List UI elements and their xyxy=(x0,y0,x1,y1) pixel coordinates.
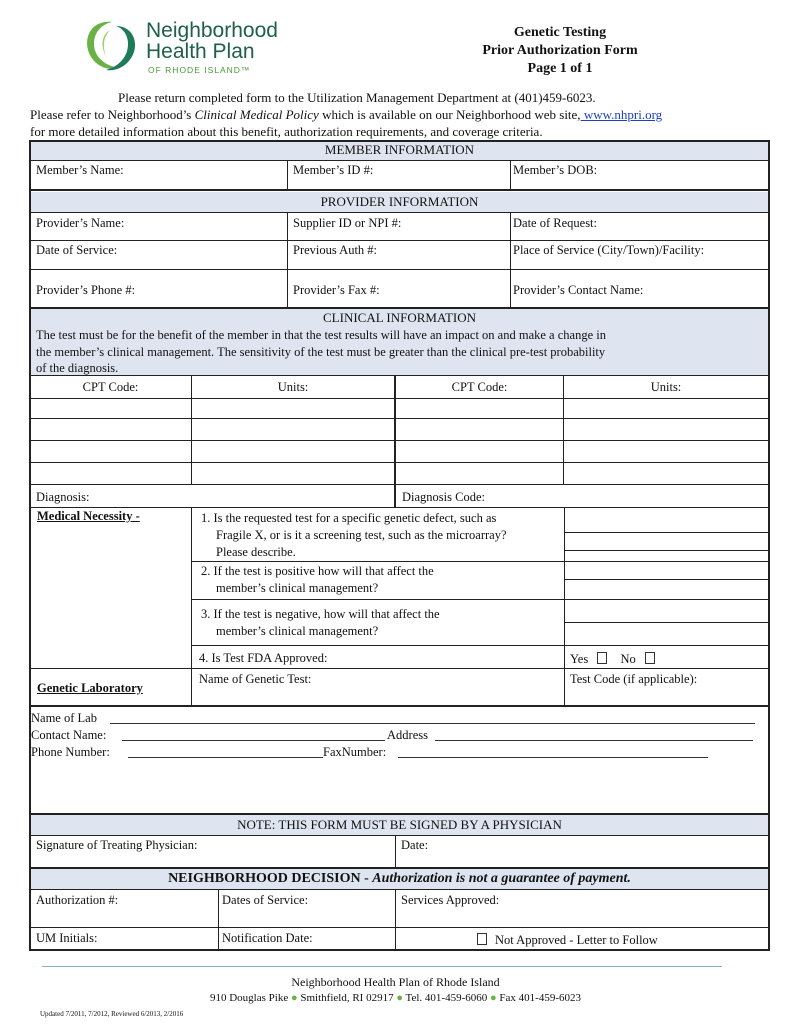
rule xyxy=(287,160,288,189)
cpt-code-header-1: CPT Code: xyxy=(82,380,139,394)
signature-date-label: Date: xyxy=(401,838,429,852)
bullet-icon: ● xyxy=(396,992,403,1004)
rule xyxy=(395,889,396,949)
lab-fax-line xyxy=(398,757,708,758)
rule xyxy=(192,599,769,600)
footer-tel: Tel. 401-459-6060 xyxy=(405,992,488,1004)
lab-address-label: Address xyxy=(387,728,428,742)
rule xyxy=(29,418,770,419)
not-approved-option[interactable] xyxy=(477,933,658,948)
rule xyxy=(29,160,770,161)
clinical-text-line1: The test must be for the benefit of the member in that the test results will have an impact on and make a change in xyxy=(36,328,606,342)
policy-name: Clinical Medical Policy xyxy=(194,107,319,122)
provider-phone-label: Provider’s Phone #: xyxy=(36,283,136,297)
question-3-line1: 3. If the test is negative, how will that affect the xyxy=(201,607,440,621)
rule xyxy=(29,484,770,485)
question-4: 4. Is Test FDA Approved: xyxy=(199,651,328,665)
clinical-header: CLINICAL INFORMATION xyxy=(323,310,476,325)
rule xyxy=(29,889,770,890)
rule xyxy=(29,212,770,213)
instructions-line1: Please return completed form to the Utilization Management Department at (401)459-6023. xyxy=(118,90,596,105)
question-3-line2: member’s clinical management? xyxy=(216,624,379,638)
rule xyxy=(29,375,770,376)
rule xyxy=(29,462,770,463)
lab-name-label: Name of Lab xyxy=(31,711,97,725)
instructions-line2-b: which is available on our Neighborhood web site, xyxy=(318,107,581,122)
footer-city: Smithfield, RI 02917 xyxy=(300,992,394,1004)
genetic-laboratory-label: Genetic Laboratory xyxy=(37,681,143,695)
physician-signature-label: Signature of Treating Physician: xyxy=(36,838,198,852)
lab-name-line xyxy=(110,723,755,724)
footer-fax: Fax 401-459-6023 xyxy=(499,992,581,1004)
rule xyxy=(564,507,565,705)
date-of-service-label: Date of Service: xyxy=(36,243,118,257)
rule xyxy=(29,867,770,869)
diagnosis-code-label: Diagnosis Code: xyxy=(402,490,485,504)
rule xyxy=(29,927,770,928)
rule xyxy=(510,212,511,307)
lab-contact-line xyxy=(122,740,385,741)
place-of-service-label: Place of Service (City/Town)/Facility: xyxy=(513,243,705,257)
signature-header: NOTE: THIS FORM MUST BE SIGNED BY A PHYSICIAN xyxy=(237,817,562,832)
supplier-id-label: Supplier ID or NPI #: xyxy=(293,216,402,230)
question-2-line1: 2. If the test is positive how will that affect the xyxy=(201,564,434,578)
logo-name-line1: Neighborhood xyxy=(146,19,278,42)
rule xyxy=(29,307,770,309)
lab-contact-label: Contact Name: xyxy=(31,728,107,742)
rule xyxy=(564,622,769,623)
rule xyxy=(192,561,769,562)
services-approved-label: Services Approved: xyxy=(401,893,500,907)
decision-disclaimer: Authorization is not a guarantee of payment. xyxy=(372,871,631,886)
not-approved-checkbox[interactable] xyxy=(477,933,487,945)
not-approved-label: Not Approved - Letter to Follow xyxy=(495,933,658,947)
rule xyxy=(218,889,219,949)
fda-no-label: No xyxy=(620,652,636,666)
rule xyxy=(29,835,770,836)
um-initials-label: UM Initials: xyxy=(36,931,98,945)
rule xyxy=(29,269,770,270)
provider-header: PROVIDER INFORMATION xyxy=(320,194,479,209)
lab-fax-label: FaxNumber: xyxy=(323,745,387,759)
rule xyxy=(191,507,192,705)
instructions-line2-a: Please refer to Neighborhood’s xyxy=(30,107,195,122)
rule xyxy=(29,705,770,707)
decision-header xyxy=(30,870,769,887)
date-of-request-label: Date of Request: xyxy=(513,216,598,230)
lab-phone-label: Phone Number: xyxy=(31,745,110,759)
footer-updated: Updated 7/2011, 7/2012, Reviewed 6/2013, 2/2016 xyxy=(40,1010,184,1018)
rule xyxy=(29,240,770,241)
provider-fax-label: Provider’s Fax #: xyxy=(293,283,380,297)
bullet-icon: ● xyxy=(490,992,497,1004)
cpt-code-header-2: CPT Code: xyxy=(451,380,508,394)
fda-yes-label: Yes xyxy=(570,652,589,666)
member-dob-label: Member’s DOB: xyxy=(513,163,598,177)
decision-dates-of-service-label: Dates of Service: xyxy=(222,893,309,907)
fda-yes-option[interactable] xyxy=(570,652,655,667)
footer-address xyxy=(0,991,791,1006)
provider-contact-label: Provider’s Contact Name: xyxy=(513,283,644,297)
fda-yes-checkbox[interactable] xyxy=(597,652,607,664)
lab-phone-line xyxy=(128,757,323,758)
logo-name-line2: Health Plan xyxy=(146,40,255,63)
footer-org: Neighborhood Health Plan of Rhode Island xyxy=(291,975,500,989)
member-header: MEMBER INFORMATION xyxy=(324,142,475,157)
rule xyxy=(29,949,770,951)
instructions-line2 xyxy=(30,107,662,122)
rule xyxy=(29,668,770,669)
units-header-2: Units: xyxy=(650,380,682,394)
rule xyxy=(29,440,770,441)
decision-header-text: NEIGHBORHOOD DECISION - xyxy=(168,871,373,886)
rule xyxy=(564,550,769,551)
rule xyxy=(395,835,396,867)
units-header-1: Units: xyxy=(277,380,309,394)
rule xyxy=(29,813,770,815)
logo xyxy=(82,14,297,82)
lab-address-line xyxy=(435,740,753,741)
fda-no-checkbox[interactable] xyxy=(645,652,655,664)
website-link[interactable]: www.nhpri.org xyxy=(580,107,663,122)
rule xyxy=(29,398,770,399)
footer-rule xyxy=(42,966,722,967)
clinical-text-line2: the member’s clinical management. The sensitivity of the test must be greater than the clinical pre-test probability xyxy=(36,345,606,359)
logo-subtitle: OF RHODE ISLAND™ xyxy=(148,65,251,75)
question-2-line2: member’s clinical management? xyxy=(216,581,379,595)
question-1-line2: Fragile X, or is it a screening test, such as the microarray? xyxy=(216,528,507,542)
genetic-test-name-label: Name of Genetic Test: xyxy=(199,672,312,686)
logo-mark-icon xyxy=(82,16,140,76)
member-id-label: Member’s ID #: xyxy=(293,163,374,177)
form-title-line1: Genetic Testing xyxy=(513,25,607,40)
authorization-number-label: Authorization #: xyxy=(36,893,119,907)
medical-necessity-label: Medical Necessity - xyxy=(37,509,140,523)
member-name-label: Member’s Name: xyxy=(36,163,124,177)
rule xyxy=(192,645,769,646)
notification-date-label: Notification Date: xyxy=(222,931,313,945)
provider-name-label: Provider’s Name: xyxy=(36,216,125,230)
form-title-line3: Page 1 of 1 xyxy=(527,61,593,76)
rule xyxy=(564,532,769,533)
instructions-line3: for more detailed information about this benefit, authorization requirements, and coverage criteria. xyxy=(30,124,543,139)
clinical-text-line3: of the diagnosis. xyxy=(36,361,119,375)
test-code-label: Test Code (if applicable): xyxy=(570,672,698,686)
rule xyxy=(29,507,770,508)
rule xyxy=(510,160,511,189)
rule xyxy=(29,189,770,191)
rule xyxy=(287,212,288,307)
rule xyxy=(564,579,769,580)
bullet-icon: ● xyxy=(290,992,298,1004)
form-title-line2: Prior Authorization Form xyxy=(482,43,638,58)
question-1-line1: 1. Is the requested test for a specific genetic defect, such as xyxy=(201,511,497,525)
footer-street: 910 Douglas Pike xyxy=(209,992,289,1004)
question-1-line3: Please describe. xyxy=(216,545,296,559)
diagnosis-label: Diagnosis: xyxy=(36,490,90,504)
previous-auth-label: Previous Auth #: xyxy=(293,243,378,257)
